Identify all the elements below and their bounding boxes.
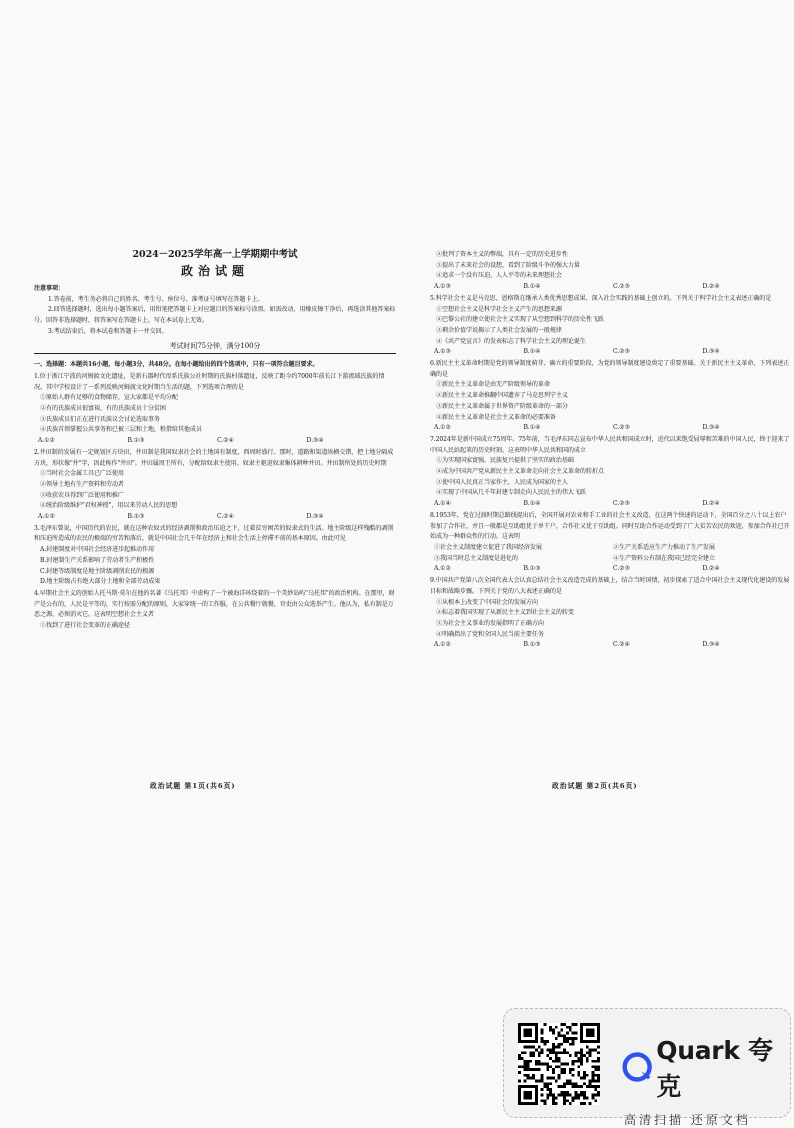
- exam-page-1: [34, 248, 396, 632]
- option: ②成为中国共产党从新民主主义革命走向社会主义革命的转折点: [436, 468, 604, 476]
- exam-subject: 政治试题: [180, 264, 249, 278]
- page-footer-2: 政治试题 第2页(共6页): [552, 782, 638, 790]
- option: ②新民主主义革命推翻中国遗弃了马克思列宁主义: [436, 392, 568, 400]
- choice-a: A.①②: [38, 437, 55, 445]
- choice-b: B.①③: [523, 565, 541, 573]
- choice-b: B.①③: [523, 641, 541, 649]
- choice-d: D.②④: [702, 500, 720, 508]
- question-7: [430, 435, 792, 510]
- question-stem: 8.1953年，党在过渡时期总路线提出后，全国开展对农业和手工业的社会主义改造，在这两个快速的运动下，全国百分之八十以上农户参加了合作社，并且一般都是互助组优于单干户，合作社又优于互助组。同时互助合作运动受到了广大贫苦农民的欢迎，参加合作社已开始成为一种群众性的行动。这表明: [430, 511, 790, 541]
- option: ④生产资料公有制在我国已经完全建立: [613, 554, 715, 562]
- choice-a: A.①③: [434, 283, 451, 291]
- choice-b: B.①④: [523, 424, 541, 432]
- answer-choices: [430, 347, 792, 358]
- answer-choices: [430, 282, 792, 293]
- choice-b: B.①③: [127, 513, 145, 521]
- choice-c: C.②③: [613, 424, 630, 432]
- choice-c: C.②③: [613, 283, 630, 291]
- option: ②巴黎公社的建立使社会主义实现了从空想到科学的历史性飞跃: [436, 316, 604, 324]
- exam-page-2: [430, 250, 792, 651]
- answer-choices: [34, 512, 396, 523]
- answer-choices: [430, 640, 792, 651]
- choice-b: B.①④: [523, 348, 541, 356]
- question-2: [34, 448, 396, 523]
- answer-choices: [430, 499, 792, 510]
- choice-b: B.①④: [523, 283, 541, 291]
- option: D.地主阶级占有绝大部分土地和全部劳动成果: [40, 578, 161, 586]
- option: ④明确指出了党和全国人民当前主要任务: [436, 630, 544, 638]
- question-stem: 9.中国共产党第八次全国代表大会认真总结社会主义改造完成的基础上，结合当时国情，初步探索了适合中国社会主义现代化建设的发展目标和战略步骤。下列关于党的八大表述正确的是: [430, 577, 790, 595]
- scanner-watermark-badge[interactable]: [503, 1008, 791, 1127]
- option: ④实现了中国从几千年封建专制走向人民民主的伟大飞跃: [436, 489, 586, 497]
- brand-name: Quark 夸克: [656, 1036, 773, 1101]
- choice-d: D.②④: [702, 283, 720, 291]
- brand-row: [622, 1031, 782, 1103]
- exam-title: 2024－2025学年高一上学期期中考试: [132, 249, 298, 260]
- option: ①从根本上改变了中国社会的发展方向: [436, 598, 538, 606]
- choice-c: C.②③: [613, 500, 630, 508]
- option: ③新民主主义革命属于世界资产阶级革命的一部分: [436, 402, 568, 410]
- choice-d: D.③④: [702, 641, 720, 649]
- option: ④氏族首领掌握公共事务和已被三层和土地，租借给其他成员: [40, 426, 202, 434]
- question-8: [430, 511, 792, 575]
- question-6: [430, 359, 792, 434]
- divider: [34, 353, 396, 354]
- choice-a: A.①②: [434, 424, 451, 432]
- question-stem: 7.2024年是新中国成立75周年。75年前，当毛泽东同志宣布中华人民共和国成立时，近代以来饱受屈辱和苦难的中国人民，终于迎来了中国人民站起来的历史时刻。这表明中华人民共和国的成立: [430, 435, 790, 454]
- option: ②生产关系适应生产力推动了生产发展: [613, 543, 715, 551]
- question-stem: 2.井田制的发展有一定规划区方块田，井田制是我国奴隶社会的土地国有制度，西周时盛行。那时，道路和渠道纵横交错，把土地分隔成方块，形状像"井"字，因此称作"井田"。井田属周王所有，分配给奴隶主使用。奴隶主驱迫奴隶集体耕种井田。井田制所处的历史时期: [34, 448, 394, 467]
- choice-d: D.③④: [306, 513, 324, 521]
- question-4: [34, 589, 396, 632]
- option: ③为社会主义事业的发展指明了正确方向: [436, 619, 544, 627]
- option: ②标志着我国实现了从新民主主义到社会主义的转变: [436, 609, 574, 617]
- option: ④追求一个没有压迫、人人平等的未来理想社会: [436, 272, 562, 280]
- question-stem: 4.早期社会主义的创始人托马斯·莫尔在他的名著《乌托邦》中虚构了一个被海洋环绕着的一个美妙岛屿"乌托邦"的政治机构。在那里，财产是公有的，人民是平等的，实行按需分配的原则，大家穿统一的工作服，在公共餐厅就餐，官吏由公众选举产生。他认为，私有制是万恶之源，必须消灭它。这表明空想社会主义者: [34, 589, 395, 619]
- section-heading: 一、选择题：本题共16小题，每小题3分，共48分。在每小题给出的四个选项中，只有一项符合题目要求。: [34, 361, 319, 369]
- option: A.封建制度对中国社会经济进步起推动作用: [40, 546, 155, 554]
- option: ④《共产党宣言》的发表标志了科学社会主义的理论诞生: [436, 337, 586, 345]
- option: ①为实现国家富强、民族复兴提供了坚实的政治基础: [436, 457, 574, 465]
- option: ②有的氏族成员很富裕，有的氏族成员十分贫困: [40, 405, 166, 413]
- choice-c: C.②③: [613, 348, 630, 356]
- option: ①空想社会主义是科学社会主义产生的思想来源: [436, 305, 562, 313]
- option: ③氏族成员们正在进行氏族议会讨论选取事务: [40, 415, 160, 423]
- answer-choices: [430, 564, 792, 575]
- choice-d: D.③④: [702, 348, 720, 356]
- choice-c: C.②③: [613, 565, 630, 573]
- question-1: [34, 372, 396, 447]
- option: C.封建等级制度是地主阶级剥削农民的根源: [40, 567, 155, 575]
- choice-a: A.①③: [434, 348, 451, 356]
- option: ④新民主主义革命是社会主义革命的必要准备: [436, 413, 556, 421]
- qr-code-icon[interactable]: [518, 1023, 600, 1105]
- option: ③剩余价值学说揭示了人类社会发展的一般规律: [436, 326, 562, 334]
- quark-logo-icon: [622, 1050, 652, 1084]
- notice-item: 2.回答选择题时，选出每小题答案后，用铅笔把答题卡上对应题目的答案标号涂黑。如需改动，用橡皮擦干净后，再选涂其他答案标号。回答非选择题时，将答案写在答题卡上，写在本试卷上无效。: [34, 306, 396, 325]
- option: ①找到了进行社会变革的正确途径: [40, 622, 130, 630]
- choice-c: C.②④: [217, 513, 234, 521]
- option: ③提出了未来社会的设想，看到了阶级斗争的强大力量: [436, 261, 580, 269]
- brand-tagline: 高清扫描 还原文档: [624, 1113, 751, 1127]
- choice-d: D.③④: [702, 424, 720, 432]
- option: ③我国当时总主义制度是进化的: [434, 554, 518, 562]
- page-footer-1: 政治试题 第1页(共6页): [150, 782, 236, 790]
- option: ②领导土地有生产资料和劳动者: [40, 480, 124, 488]
- question-9: [430, 576, 792, 651]
- option-pair: [430, 543, 792, 554]
- question-stem: 3.毛泽东曾说，中国历代的农民，就在这种农奴式的经济剥削和政治压迫之下，过着贫穷困苦的奴隶式的生活。地主阶级这样残酷的剥削和压迫所造成的农民的极端的穷苦和落后，就是中国社会几千年在经济上和社会生活上停滞不前的基本原因。由此可见: [34, 524, 394, 543]
- option: ③使中国人民真正当家作主，人民成为国家的主人: [436, 478, 568, 486]
- option: ①新民主主义革命是由无产阶级领导的革命: [436, 381, 550, 389]
- choice-c: C.②④: [613, 641, 630, 649]
- choice-a: A.①②: [38, 513, 55, 521]
- choice-d: D.③④: [306, 437, 324, 445]
- option: ①原始人群有足够的食物储存，宣大家都是平均分配: [40, 394, 178, 402]
- option: ②批判了资本主义的弊端，具有一定的历史进步性: [436, 251, 568, 258]
- choice-d: D.②④: [702, 565, 720, 573]
- notice-item: 1.答卷前，考生务必将自己的姓名、考生号、座位号、准考证号填写在答题卡上。: [48, 295, 264, 303]
- option: ③收获农具得到广泛使用和推广: [40, 491, 124, 499]
- answer-choices: [430, 423, 792, 434]
- question-3: [34, 524, 396, 588]
- question-stem: 6.新民主主义革命时期是党的领导制度萌芽、确立的重要阶段，为党的领导制度建设奠定了重要基础。关于新民主主义革命，下列表述正确的是: [430, 360, 790, 378]
- choice-b: B.①④: [523, 500, 541, 508]
- question-stem: 5.科学社会主义是马克思、恩格斯在继承人类优秀思想成果、深入社会实践的基础上创立的。下列关于科学社会主义表述正确的是: [430, 294, 772, 302]
- exam-time: 考试时间75分钟，满分100分: [169, 341, 261, 350]
- brand-block: [622, 1031, 782, 1128]
- choice-a: A.①②: [434, 565, 451, 573]
- option-pair: [430, 554, 792, 565]
- option: ①当时社会金属工具已广泛使用: [40, 470, 124, 478]
- option: B.封建制生产关系影响了劳动者生产积极性: [40, 556, 155, 564]
- notice-heading: 注意事项：: [34, 285, 64, 292]
- notice-item: 3.考试结束后，将本试卷和答题卡一并交回。: [48, 327, 168, 335]
- option: ①社会主义制度建立促进了我国经济发展: [434, 543, 542, 551]
- option: ④统治阶级维护"君权神授"，用以来劳动人民的思想: [40, 502, 178, 510]
- answer-choices: [34, 436, 396, 447]
- choice-c: C.②④: [217, 437, 234, 445]
- choice-b: B.①③: [127, 437, 145, 445]
- question-5: [430, 294, 792, 358]
- choice-a: A.①④: [434, 500, 451, 508]
- choice-a: A.①②: [434, 641, 451, 649]
- question-stem: 1.位于浙江宁波的河姆渡文化遗址，是新石器时代母系氏族公社时期的氏族村落遗址，反映了距今约7000年前长江下游流域氏族的情况。其中学校设计了一系列反映河姆渡文化时期当生活的题，下列选项合理的是: [34, 372, 385, 391]
